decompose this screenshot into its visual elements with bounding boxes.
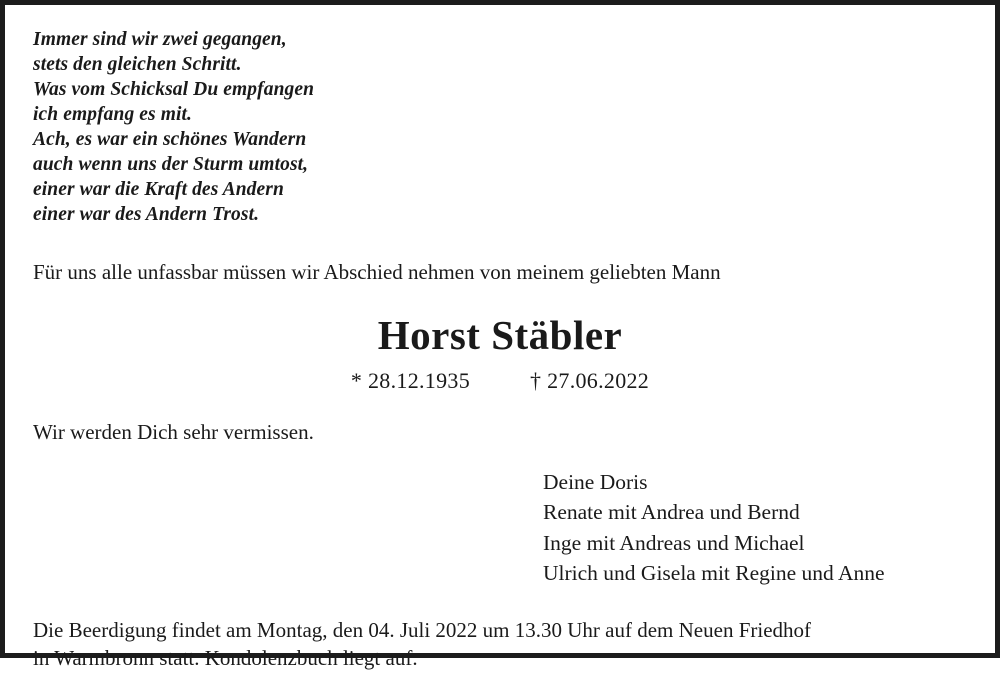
poem-line: einer war die Kraft des Andern [33, 179, 284, 201]
poem-line: stets den gleichen Schritt. [33, 54, 242, 76]
intro-text: Für uns alle unfassbar müssen wir Abschied nehmen von meinem geliebten Mann [33, 260, 721, 285]
poem-line: einer war des Andern Trost. [33, 204, 260, 226]
poem-line: ich empfang es mit. [33, 104, 192, 126]
poem-line: Was vom Schicksal Du empfangen [33, 79, 315, 101]
poem-line: Ach, es war ein schönes Wandern [33, 129, 307, 151]
birth-date: * 28.12.1935 [350, 367, 470, 393]
funeral-line: Die Beerdigung findet am Montag, den 04. Juli 2022 um 13.30 Uhr auf dem Neuen Friedhof [33, 617, 812, 642]
survivor-line: Renate mit Andrea und Bernd [543, 500, 800, 525]
survivor-line: Ulrich und Gisela mit Regine und Anne [543, 561, 885, 586]
poem-line: auch wenn uns der Sturm umtost, [33, 154, 309, 176]
funeral-line: in Warmbronn statt. Kondolenzbuch liegt auf. [33, 645, 418, 670]
survivor-line: Inge mit Andreas und Michael [543, 530, 805, 555]
survivors-list [33, 467, 967, 589]
poem-line: Immer sind wir zwei gegangen, [33, 29, 287, 50]
farewell-text: Wir werden Dich sehr vermissen. [33, 419, 314, 444]
death-date: † 27.06.2022 [530, 367, 650, 393]
poem [33, 27, 967, 227]
funeral-details [33, 617, 967, 673]
deceased-name: Horst Stäbler [377, 311, 623, 358]
survivor-line: Deine Doris [543, 469, 648, 494]
life-dates [33, 368, 967, 394]
